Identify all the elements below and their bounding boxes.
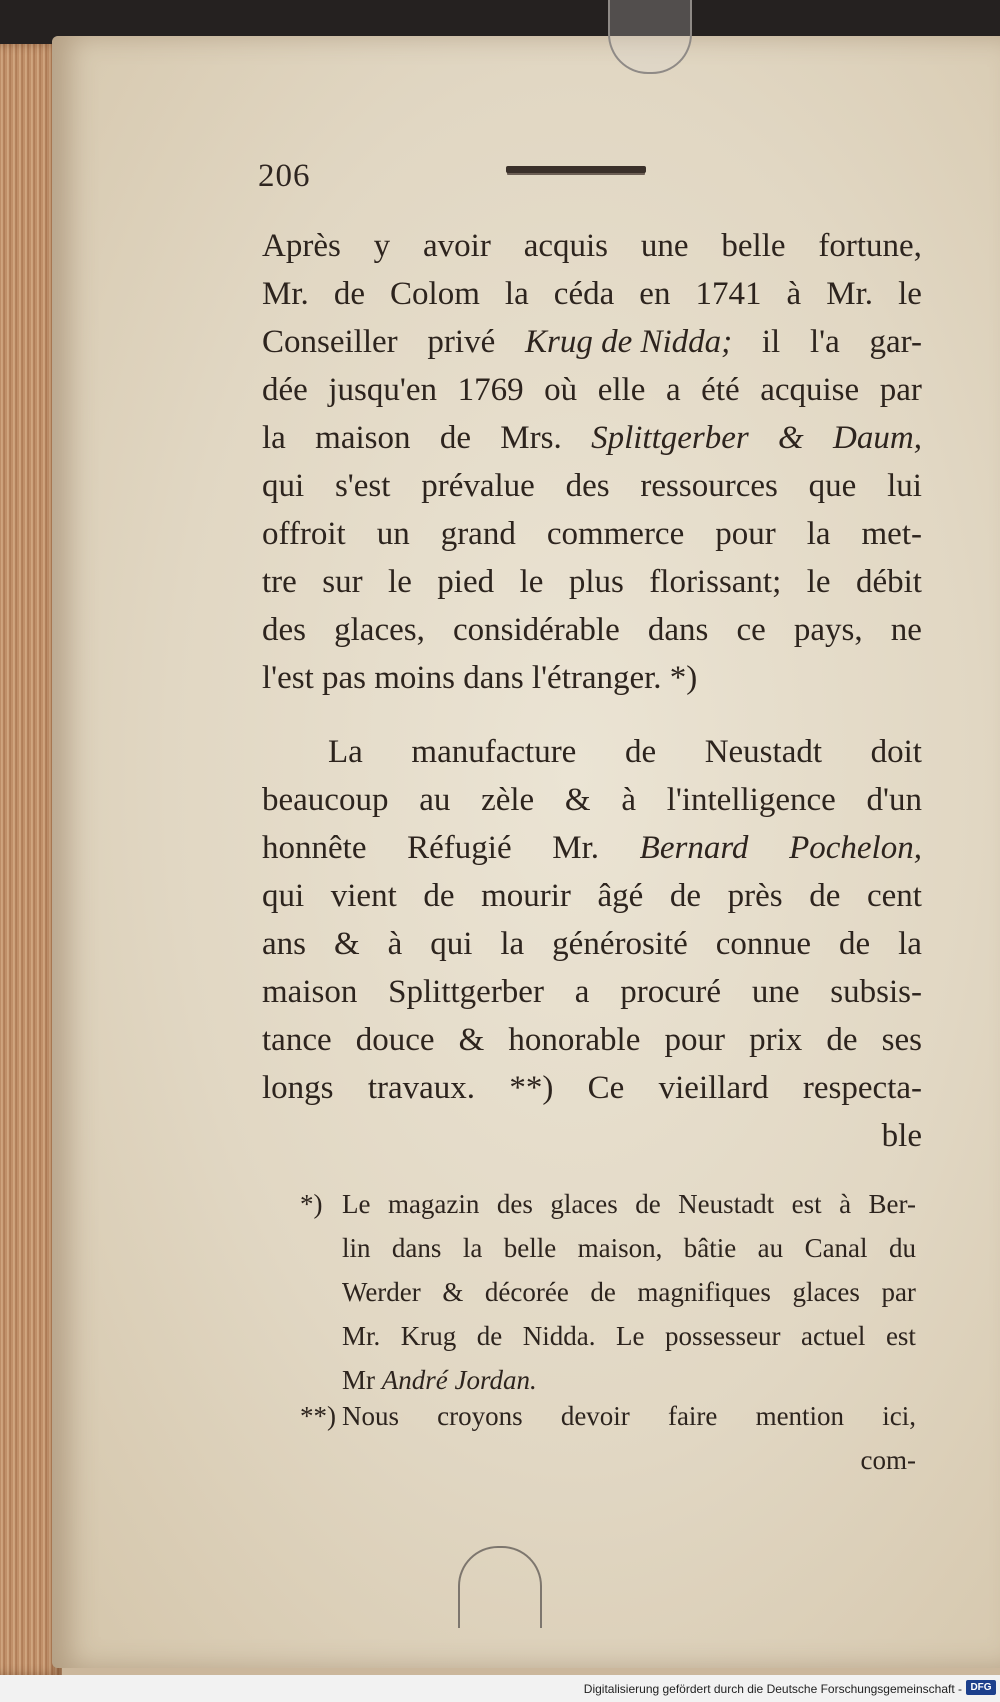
word: plus xyxy=(568,564,624,600)
word: de xyxy=(669,878,702,914)
word: pour xyxy=(715,516,776,552)
word: décorée xyxy=(484,1277,569,1307)
word: pour xyxy=(664,1022,725,1058)
word: une xyxy=(751,974,800,1010)
word: Nidda. xyxy=(522,1321,596,1351)
word: 1741 xyxy=(695,276,762,312)
word: Conseiller xyxy=(262,324,398,360)
text-line xyxy=(304,1394,916,1438)
word: offroit xyxy=(262,516,346,552)
word: pied xyxy=(437,564,495,600)
word: devoir xyxy=(560,1401,630,1431)
word: elle xyxy=(597,372,646,408)
word: Le xyxy=(615,1321,645,1351)
text-line xyxy=(304,1438,916,1482)
word: privé xyxy=(427,324,496,360)
word: zèle xyxy=(481,782,535,818)
word: **) xyxy=(509,1070,554,1106)
word: Mr xyxy=(342,1365,382,1395)
word: le xyxy=(806,564,831,600)
footnote-2-body xyxy=(304,1394,916,1482)
word: la xyxy=(500,926,525,962)
word: la xyxy=(898,926,922,962)
word: par xyxy=(881,1277,916,1307)
word: maison, xyxy=(577,1233,663,1263)
text-line xyxy=(262,558,922,606)
text-line xyxy=(304,1182,916,1226)
word: jusqu'en xyxy=(328,372,437,408)
word: honnête xyxy=(262,830,367,866)
word: en xyxy=(639,276,671,312)
word: ans xyxy=(262,926,306,962)
word: maison xyxy=(262,974,358,1010)
word: Mrs. xyxy=(500,420,562,456)
word: Werder xyxy=(342,1277,421,1307)
word: qui xyxy=(262,468,305,504)
word: céda xyxy=(553,276,615,312)
word: Ber- xyxy=(868,1189,916,1219)
word: Après xyxy=(262,228,341,264)
word: belle xyxy=(721,228,786,264)
word: Splittgerber xyxy=(388,974,544,1010)
word: des xyxy=(565,468,610,504)
header-ornament-rule xyxy=(506,166,646,173)
text-line xyxy=(262,222,922,270)
text-line xyxy=(262,462,922,510)
footnote-2 xyxy=(300,1394,916,1482)
word: il xyxy=(761,324,781,360)
word: à xyxy=(786,276,802,312)
word: mention xyxy=(755,1401,845,1431)
digitization-footer xyxy=(0,1675,1000,1702)
word: glaces xyxy=(792,1277,860,1307)
footnote-1-body xyxy=(304,1182,916,1402)
text-line xyxy=(262,414,922,462)
text-line xyxy=(262,606,922,654)
word: actuel xyxy=(800,1321,866,1351)
word: & xyxy=(564,782,591,818)
word: beaucoup xyxy=(262,782,389,818)
word: Krug xyxy=(400,1321,457,1351)
word: est xyxy=(885,1321,916,1351)
word: subsis- xyxy=(830,974,922,1010)
word: acquis xyxy=(523,228,609,264)
word: Pochelon, xyxy=(789,830,922,866)
word: mourir xyxy=(481,878,571,914)
paragraph-2 xyxy=(262,728,922,1160)
word: tre xyxy=(262,564,297,600)
word: la xyxy=(462,1233,483,1263)
text-line xyxy=(262,654,922,702)
text-line xyxy=(304,1270,916,1314)
word: avoir xyxy=(423,228,491,264)
word: de xyxy=(423,878,455,914)
word: l'a xyxy=(809,324,840,360)
dfg-logo: DFG xyxy=(966,1680,996,1695)
word: doit xyxy=(870,734,922,770)
word: Splittgerber xyxy=(591,420,749,456)
footnote-1-mark: *) xyxy=(300,1189,323,1219)
word: glaces, xyxy=(334,612,425,648)
word: commerce xyxy=(546,516,685,552)
text-line xyxy=(262,824,922,872)
word: ble xyxy=(881,1118,922,1154)
word: travaux. xyxy=(367,1070,476,1106)
text-line xyxy=(262,270,922,318)
word: s'est xyxy=(334,468,391,504)
word: de xyxy=(635,1189,661,1219)
word: de xyxy=(333,276,365,312)
word: Bernard xyxy=(639,830,749,866)
word: a xyxy=(574,974,590,1010)
page-number: 206 xyxy=(258,158,311,194)
word: un xyxy=(376,516,410,552)
word: au xyxy=(757,1233,784,1263)
text-line xyxy=(304,1226,916,1270)
word: La xyxy=(328,734,363,770)
footnote-2-mark: **) xyxy=(300,1401,336,1431)
word: met- xyxy=(861,516,922,552)
word: André Jordan. xyxy=(381,1365,537,1395)
word: à xyxy=(621,782,636,818)
word: la xyxy=(262,420,286,456)
word: douce xyxy=(355,1022,435,1058)
footer-credit: Digitalisierung gefördert durch die Deutsche Forschungsgemeinschaft - xyxy=(583,1682,962,1696)
text-line xyxy=(262,968,922,1016)
word: magazin xyxy=(387,1189,480,1219)
footnote-1 xyxy=(300,1182,916,1402)
word: Daum, xyxy=(833,420,922,456)
text-line xyxy=(262,776,922,824)
text-line xyxy=(262,510,922,558)
word: Le xyxy=(342,1189,371,1219)
word: débit xyxy=(855,564,922,600)
word: à xyxy=(839,1189,852,1219)
word: de xyxy=(624,734,657,770)
word: florissant; xyxy=(649,564,782,600)
text-line xyxy=(262,1064,922,1112)
text-line xyxy=(262,1016,922,1064)
text-line xyxy=(262,318,922,366)
word: considérable xyxy=(452,612,620,648)
word: dans xyxy=(391,1233,442,1263)
word: magnifiques xyxy=(637,1277,771,1307)
word: croyons xyxy=(437,1401,523,1431)
word: & xyxy=(458,1022,485,1058)
word: dée xyxy=(262,372,308,408)
word: faire xyxy=(667,1401,718,1431)
word: des xyxy=(262,612,306,648)
word: bâtie xyxy=(683,1233,737,1263)
word: tance xyxy=(262,1022,332,1058)
word: lui xyxy=(887,468,922,504)
word: ressources xyxy=(640,468,778,504)
word: & xyxy=(442,1277,464,1307)
word: la xyxy=(504,276,529,312)
word: Neustadt xyxy=(678,1189,775,1219)
text-line xyxy=(304,1314,916,1358)
word: Ce xyxy=(587,1070,625,1106)
word: du xyxy=(888,1233,916,1263)
text-line xyxy=(262,1112,922,1160)
word: possesseur xyxy=(664,1321,781,1351)
word: Mr. xyxy=(552,830,600,866)
word: prévalue xyxy=(421,468,535,504)
word: longs xyxy=(262,1070,334,1106)
word: de xyxy=(439,420,471,456)
word: a xyxy=(665,372,681,408)
word: vient xyxy=(330,878,397,914)
word: y xyxy=(373,228,391,264)
text-line xyxy=(262,728,922,776)
paragraph-1 xyxy=(262,222,922,702)
word: de xyxy=(826,1022,858,1058)
text-line xyxy=(262,872,922,920)
running-header xyxy=(258,156,918,196)
word: des xyxy=(496,1189,533,1219)
word: de xyxy=(590,1277,616,1307)
word: que xyxy=(808,468,857,504)
word: où xyxy=(544,372,578,408)
word: le xyxy=(898,276,922,312)
word: vieillard xyxy=(658,1070,769,1106)
word: le xyxy=(519,564,544,600)
word: lin xyxy=(342,1233,371,1263)
word: âgé xyxy=(597,878,644,914)
word: Mr. xyxy=(342,1321,381,1351)
word: com- xyxy=(860,1445,916,1475)
word: pays, xyxy=(793,612,863,648)
word: Canal xyxy=(804,1233,868,1263)
word: Colom xyxy=(390,276,480,312)
page-clip-bottom xyxy=(458,1546,542,1628)
word: & xyxy=(778,420,804,456)
word: respecta- xyxy=(802,1070,922,1106)
word: cent xyxy=(866,878,922,914)
word: acquise xyxy=(760,372,860,408)
word: à xyxy=(387,926,403,962)
text-line xyxy=(262,920,922,968)
word: Krug de Nidda; xyxy=(524,324,733,360)
word: Nous xyxy=(342,1401,400,1431)
word: ce xyxy=(736,612,766,648)
word: par xyxy=(879,372,922,408)
word: l'est pas moins dans l'étranger. *) xyxy=(262,660,698,696)
word: & xyxy=(333,926,360,962)
word: de xyxy=(809,878,841,914)
word: l'intelligence xyxy=(666,782,836,818)
word: prix xyxy=(749,1022,803,1058)
word: qui xyxy=(262,878,305,914)
word: ses xyxy=(881,1022,922,1058)
word: été xyxy=(701,372,740,408)
word: Neustadt xyxy=(704,734,823,770)
word: belle xyxy=(503,1233,557,1263)
word: fortune, xyxy=(818,228,922,264)
word: Réfugié xyxy=(407,830,512,866)
word: est xyxy=(791,1189,822,1219)
word: le xyxy=(388,564,412,600)
word: Mr. xyxy=(826,276,874,312)
word: au xyxy=(419,782,451,818)
word: qui xyxy=(430,926,473,962)
word: de xyxy=(839,926,871,962)
word: dans xyxy=(647,612,709,648)
word: une xyxy=(640,228,689,264)
word: gar- xyxy=(869,324,922,360)
word: procuré xyxy=(620,974,722,1010)
word: 1769 xyxy=(457,372,524,408)
word: générosité xyxy=(552,926,688,962)
word: connue xyxy=(715,926,812,962)
word: maison xyxy=(315,420,411,456)
word: honorable xyxy=(508,1022,641,1058)
page-clip-top xyxy=(608,0,692,74)
word: Mr. xyxy=(262,276,309,312)
word: la xyxy=(806,516,831,552)
word: grand xyxy=(440,516,516,552)
word: glaces xyxy=(550,1189,618,1219)
word: ne xyxy=(890,612,922,648)
word: près xyxy=(727,878,783,914)
text-line xyxy=(262,366,922,414)
word: d'un xyxy=(866,782,922,818)
word: de xyxy=(476,1321,503,1351)
word: manufacture xyxy=(411,734,577,770)
word: sur xyxy=(322,564,363,600)
word: ici, xyxy=(882,1401,916,1431)
